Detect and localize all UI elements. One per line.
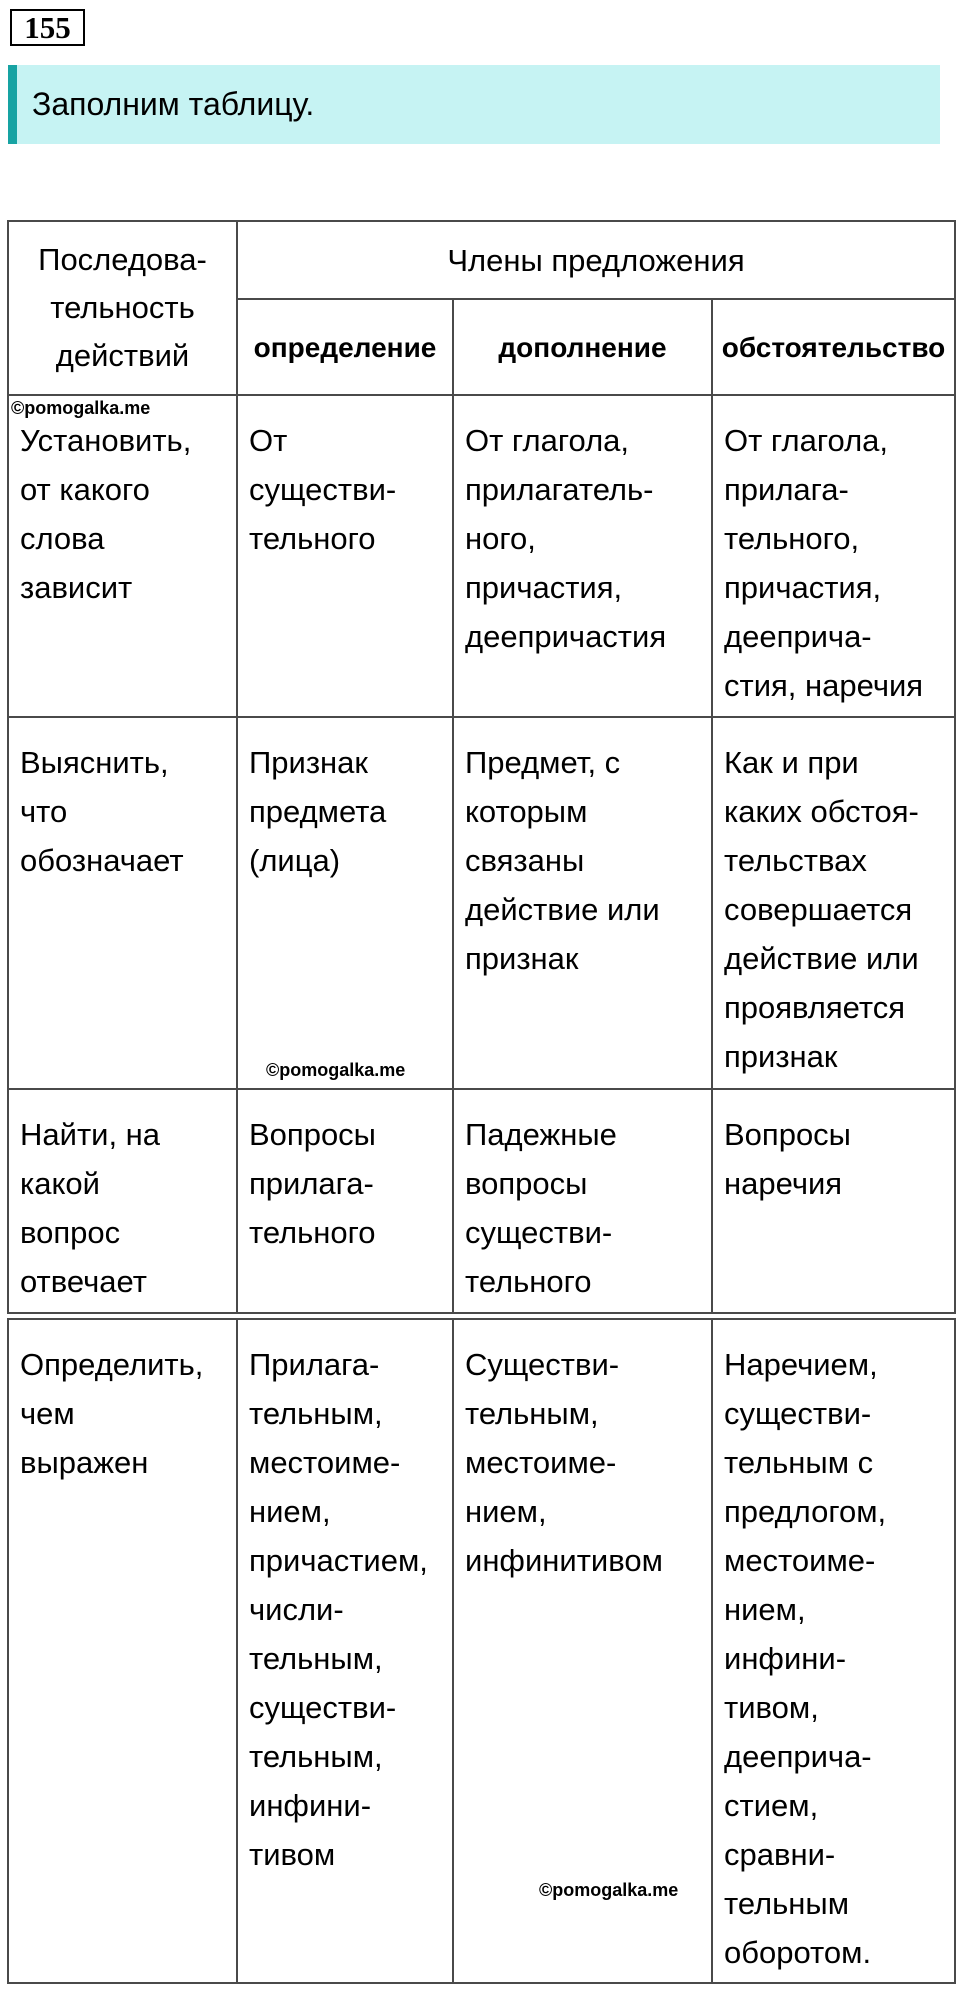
instruction-banner: [8, 65, 940, 144]
cell-text: Определить, чем выражен: [20, 1347, 204, 1480]
header-row: [8, 221, 955, 299]
sentence-members-table-wrapper: [7, 220, 954, 1987]
cell-text: Найти, на какой вопрос отвечает: [20, 1117, 161, 1299]
cell-text: Как и при каких обстоя- тельствах совершается действие или проявляется признак: [724, 745, 919, 1074]
header-sequence: [8, 221, 237, 395]
cell-text: От существи- тельного: [249, 423, 397, 556]
cell-text: Предмет, с которым связаны действие или признак: [465, 745, 660, 976]
header-sequence-label: Последова- тельность действий: [38, 242, 207, 373]
table-row: [8, 1089, 955, 1313]
subheader-adverbial: обстоятельство: [712, 299, 955, 395]
cell-object: [453, 395, 712, 717]
table-row: [8, 717, 955, 1089]
cell-action: [8, 717, 237, 1089]
cell-attribute: [237, 1089, 453, 1313]
cell-adverbial: [712, 1319, 955, 1983]
watermark: ©pomogalka.me: [539, 1880, 679, 1900]
cell-object: [453, 1089, 712, 1313]
subheader-attribute: определение: [237, 299, 453, 395]
watermark: ©pomogalka.me: [11, 398, 151, 418]
cell-text: Наречием, существи- тельным с предлогом, местоиме- нием, инфини- тивом, дееприча- стием, сравни- тельным оборотом.: [724, 1347, 887, 1970]
cell-object: [453, 717, 712, 1089]
cell-attribute: [237, 1319, 453, 1983]
header-sentence-members-label: Члены предложения: [447, 242, 745, 278]
cell-text: Признак предмета (лица): [249, 745, 387, 878]
cell-text: Существи- тельным, местоиме- нием, инфинитивом: [465, 1347, 663, 1578]
table-row: [8, 1319, 955, 1983]
cell-text: Прилага- тельным, местоиме- нием, причастием, числи- тельным, существи- тельным, инфини- тивом: [249, 1347, 428, 1872]
cell-adverbial: [712, 1089, 955, 1313]
subheader-object: дополнение: [453, 299, 712, 395]
header-sentence-members: [237, 221, 955, 299]
cell-object: [453, 1319, 712, 1983]
cell-action: [8, 1089, 237, 1313]
cell-attribute: [237, 717, 453, 1089]
cell-adverbial: [712, 717, 955, 1089]
cell-text: От глагола, прилагатель- ного, причастия, деепричастия: [465, 423, 667, 654]
cell-text: Вопросы прилага- тельного: [249, 1117, 376, 1250]
cell-text: Вопросы наречия: [724, 1117, 851, 1201]
cell-text: Падежные вопросы существи- тельного: [465, 1117, 617, 1299]
cell-action: [8, 395, 237, 717]
table-row: [8, 395, 955, 717]
cell-action: [8, 1319, 237, 1983]
cell-text: От глагола, прилага- тельного, причастия, дееприча- стия, наречия: [724, 423, 924, 703]
sentence-members-table: [7, 220, 956, 1984]
cell-text: Выяснить, что обозначает: [20, 745, 184, 878]
cell-attribute: [237, 395, 453, 717]
cell-adverbial: [712, 395, 955, 717]
watermark: ©pomogalka.me: [266, 1060, 406, 1080]
instruction-text: Заполним таблицу.: [32, 86, 315, 122]
task-number: 155: [10, 9, 85, 46]
cell-text: Установить, от какого слова зависит: [20, 423, 192, 605]
